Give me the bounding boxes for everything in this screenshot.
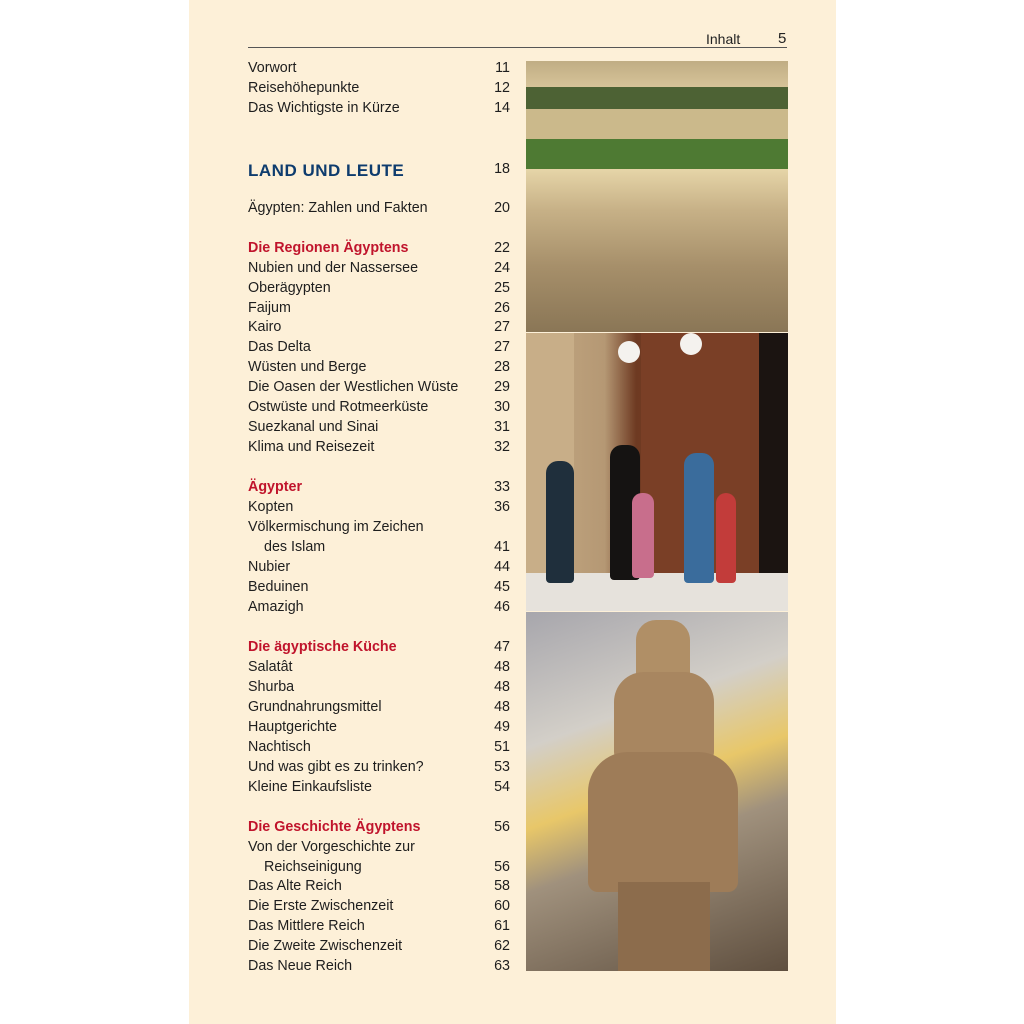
toc-entry-page: 20 bbox=[494, 200, 510, 216]
toc-entry-label: des Islam bbox=[264, 539, 326, 555]
toc-entry bbox=[248, 78, 510, 98]
toc-entry bbox=[248, 777, 510, 797]
photo-river bbox=[526, 169, 788, 332]
toc-entry-page: 45 bbox=[494, 579, 510, 595]
toc-entry-page: 27 bbox=[494, 339, 510, 355]
toc-entry-page: 26 bbox=[494, 300, 510, 316]
chapter-heading bbox=[248, 159, 510, 179]
toc-entry bbox=[248, 298, 510, 318]
photo-person bbox=[716, 493, 736, 583]
toc-entry-label: Wüsten und Berge bbox=[248, 359, 367, 375]
toc-entry bbox=[248, 597, 510, 617]
photo-statue-kilt bbox=[618, 882, 710, 971]
photo-treeline bbox=[526, 87, 788, 109]
toc-entry bbox=[248, 397, 510, 417]
photo-person bbox=[632, 493, 654, 578]
toc-entry bbox=[248, 577, 510, 597]
toc-entry-label: Völkermischung im Zeichen bbox=[248, 519, 424, 535]
toc-entry-page: 51 bbox=[494, 739, 510, 755]
toc-entry bbox=[248, 837, 510, 857]
toc-entry bbox=[248, 377, 510, 397]
toc-entry bbox=[248, 317, 510, 337]
toc-entry-page: 56 bbox=[494, 819, 510, 835]
toc-entry-page: 62 bbox=[494, 938, 510, 954]
photo-grass bbox=[526, 139, 788, 169]
toc-entry bbox=[248, 537, 510, 557]
toc-entry-page: 56 bbox=[494, 859, 510, 875]
toc-entry bbox=[248, 278, 510, 298]
toc-entry-label: Oberägypten bbox=[248, 280, 331, 296]
toc-entry bbox=[248, 757, 510, 777]
section-heading bbox=[248, 238, 510, 258]
toc-entry-label: Das Wichtigste in Kürze bbox=[248, 100, 400, 116]
toc-entry-page: 48 bbox=[494, 679, 510, 695]
photo-sky bbox=[526, 61, 788, 89]
toc-entry-page: 28 bbox=[494, 359, 510, 375]
toc-entry-label: Die Geschichte Ägyptens bbox=[248, 819, 421, 835]
photo-person bbox=[546, 461, 574, 583]
toc-entry-label: Ostwüste und Rotmeerküste bbox=[248, 399, 429, 415]
toc-entry-page: 27 bbox=[494, 319, 510, 335]
toc-entry-page: 46 bbox=[494, 599, 510, 615]
toc-entry-page: 14 bbox=[494, 100, 510, 116]
toc-entry-page: 24 bbox=[494, 260, 510, 276]
toc-entry-label: Grundnahrungsmittel bbox=[248, 699, 382, 715]
toc-entry-label: Das Neue Reich bbox=[248, 958, 353, 974]
toc-entry bbox=[248, 916, 510, 936]
running-header-title: Inhalt bbox=[706, 31, 741, 47]
toc-entry-page: 30 bbox=[494, 399, 510, 415]
toc-entry bbox=[248, 737, 510, 757]
photo-person bbox=[684, 453, 714, 583]
toc-entry bbox=[248, 956, 510, 976]
toc-entry-page: 60 bbox=[494, 898, 510, 914]
toc-entry bbox=[248, 258, 510, 278]
book-page bbox=[189, 0, 836, 1024]
toc-entry bbox=[248, 697, 510, 717]
photo-lamp bbox=[680, 333, 702, 355]
toc-entry-label: Von der Vorgeschichte zur bbox=[248, 839, 415, 855]
toc-entry bbox=[248, 417, 510, 437]
toc-entry-label: Kopten bbox=[248, 499, 294, 515]
toc-entry-label: Das Alte Reich bbox=[248, 878, 342, 894]
toc-entry bbox=[248, 357, 510, 377]
photo-lamp bbox=[618, 341, 640, 363]
toc-entry-page: 48 bbox=[494, 699, 510, 715]
toc-entry-page: 11 bbox=[495, 60, 510, 76]
toc-entry-page: 36 bbox=[494, 499, 510, 515]
toc-entry-label: Nachtisch bbox=[248, 739, 311, 755]
toc-entry-label: Reisehöhepunkte bbox=[248, 80, 360, 96]
toc-entry bbox=[248, 857, 510, 877]
toc-entry-label: Vorwort bbox=[248, 60, 297, 76]
photo-water-band bbox=[526, 109, 788, 139]
toc-entry-label: Kairo bbox=[248, 319, 282, 335]
photo-statue-crown bbox=[636, 620, 690, 680]
toc-entry-label: Nubien und der Nassersee bbox=[248, 260, 419, 276]
toc-entry-label: Reichseinigung bbox=[264, 859, 362, 875]
toc-entry-label: Faijum bbox=[248, 300, 291, 316]
toc-entry-page: 44 bbox=[494, 559, 510, 575]
toc-entry bbox=[248, 497, 510, 517]
nile-landscape-photo bbox=[526, 61, 788, 332]
toc-entry-label: LAND UND LEUTE bbox=[248, 161, 405, 180]
toc-entry-label: Die Erste Zwischenzeit bbox=[248, 898, 394, 914]
toc-entry-page: 41 bbox=[494, 539, 510, 555]
toc-entry-label: Nubier bbox=[248, 559, 291, 575]
toc-entry-page: 18 bbox=[494, 161, 510, 177]
header-rule bbox=[248, 47, 787, 48]
toc-entry-page: 49 bbox=[494, 719, 510, 735]
toc-entry-page: 22 bbox=[494, 240, 510, 256]
toc-entry-page: 47 bbox=[494, 639, 510, 655]
toc-entry-label: Hauptgerichte bbox=[248, 719, 338, 735]
toc-entry-page: 12 bbox=[494, 80, 510, 96]
toc-entry-page: 25 bbox=[494, 280, 510, 296]
toc-entry-page: 33 bbox=[494, 479, 510, 495]
toc-entry bbox=[248, 936, 510, 956]
toc-entry-label: Das Mittlere Reich bbox=[248, 918, 365, 934]
toc-entry-label: Suezkanal und Sinai bbox=[248, 419, 379, 435]
toc-entry-page: 29 bbox=[494, 379, 510, 395]
toc-entry bbox=[248, 876, 510, 896]
toc-entry-label: Shurba bbox=[248, 679, 295, 695]
toc-entry-label: Die Zweite Zwischenzeit bbox=[248, 938, 403, 954]
toc-entry bbox=[248, 896, 510, 916]
toc-entry-label: Das Delta bbox=[248, 339, 311, 355]
toc-entry-label: Und was gibt es zu trinken? bbox=[248, 759, 424, 775]
toc-entry bbox=[248, 517, 510, 537]
toc-entry-label: Die Regionen Ägyptens bbox=[248, 240, 409, 256]
toc-entry bbox=[248, 98, 510, 118]
photo-statue-head bbox=[614, 672, 714, 762]
toc-entry bbox=[248, 557, 510, 577]
toc-entry-label: Amazigh bbox=[248, 599, 304, 615]
toc-entry-page: 53 bbox=[494, 759, 510, 775]
toc-entry-label: Klima und Reisezeit bbox=[248, 439, 375, 455]
section-heading bbox=[248, 817, 510, 837]
toc-entry-label: Salatât bbox=[248, 659, 293, 675]
toc-entry-label: Beduinen bbox=[248, 579, 309, 595]
pharaoh-statue-photo bbox=[526, 612, 788, 971]
toc-entry-page: 61 bbox=[494, 918, 510, 934]
photo-statue-torso bbox=[588, 752, 738, 892]
toc-entry bbox=[248, 198, 510, 218]
toc-entry bbox=[248, 657, 510, 677]
photo-shadow bbox=[759, 333, 788, 573]
toc-entry-label: Ägypten: Zahlen und Fakten bbox=[248, 200, 428, 216]
toc-entry-page: 48 bbox=[494, 659, 510, 675]
toc-entry-page: 32 bbox=[494, 439, 510, 455]
toc-entry bbox=[248, 677, 510, 697]
toc-entry-page: 58 bbox=[494, 878, 510, 894]
toc-entry-page: 54 bbox=[494, 779, 510, 795]
people-at-door-photo bbox=[526, 333, 788, 611]
section-heading bbox=[248, 637, 510, 657]
toc-entry bbox=[248, 717, 510, 737]
toc-entry-page: 63 bbox=[494, 958, 510, 974]
toc-entry bbox=[248, 437, 510, 457]
toc-entry bbox=[248, 337, 510, 357]
section-heading bbox=[248, 477, 510, 497]
toc-entry bbox=[248, 58, 510, 78]
toc-entry-label: Ägypter bbox=[248, 479, 303, 495]
page-number: 5 bbox=[778, 30, 787, 47]
toc-entry-page: 31 bbox=[494, 419, 510, 435]
toc-entry-label: Kleine Einkaufsliste bbox=[248, 779, 372, 795]
toc-entry-label: Die Oasen der Westlichen Wüste bbox=[248, 379, 459, 395]
toc-entry-label: Die ägyptische Küche bbox=[248, 639, 397, 655]
